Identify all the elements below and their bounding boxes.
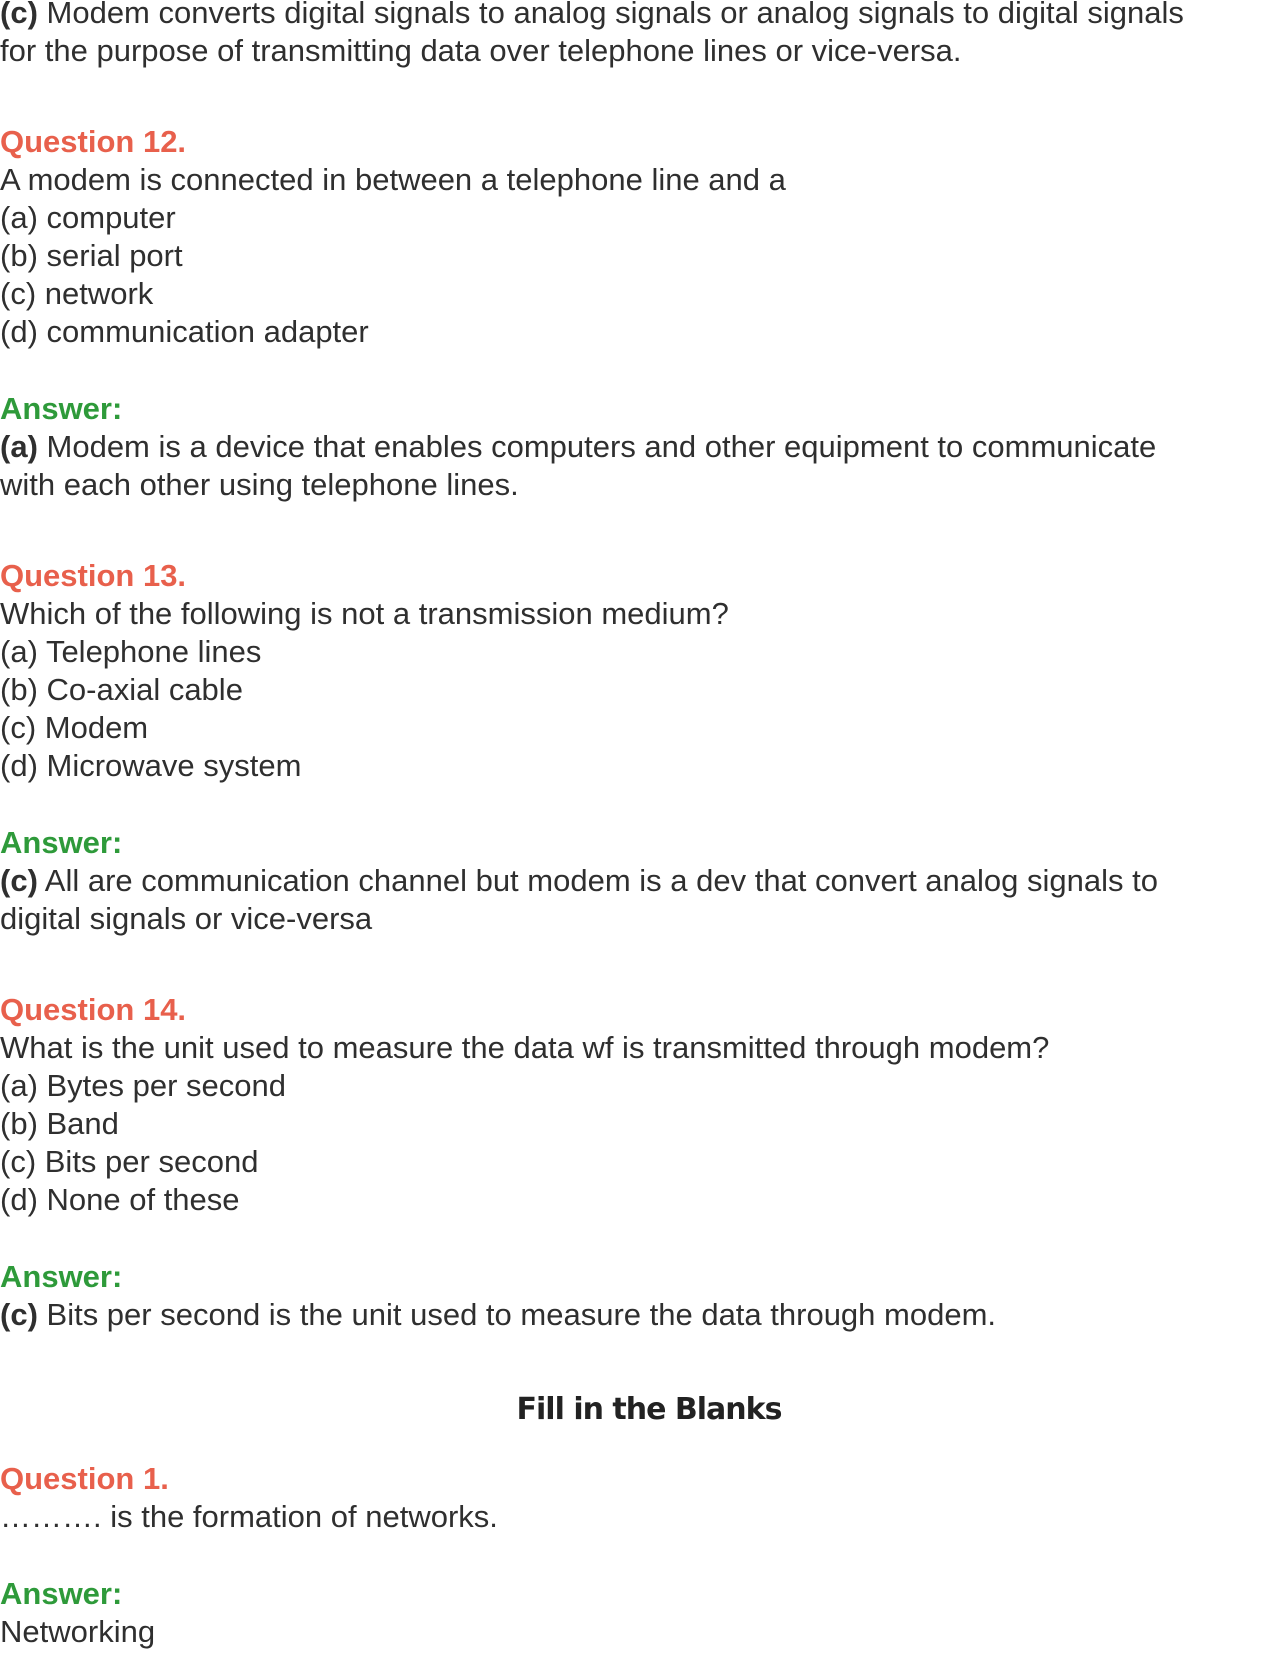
answer-line (0, 862, 1270, 900)
answer-line (0, 1296, 1270, 1334)
answer-option-label: (c) (0, 1297, 38, 1332)
option: (a) Telephone lines (0, 634, 262, 669)
answer-option-label: (c) (0, 863, 38, 898)
answer-text: Modem is a device that enables computers and other equipment to communicate (46, 429, 1157, 464)
answer-line: with each other using telephone lines. (0, 467, 519, 502)
answer-title: Answer: (0, 391, 123, 426)
answer-text: Networking (0, 1614, 156, 1649)
option: (b) Band (0, 1106, 119, 1141)
option: (d) Microwave system (0, 748, 302, 783)
question-text: What is the unit used to measure the data wf is transmitted through modem? (0, 1030, 1050, 1065)
option: (d) None of these (0, 1182, 240, 1217)
prev-answer-line-1 (0, 0, 1270, 32)
question-title: Question 12. (0, 124, 187, 159)
question-text: ………. is the formation of networks. (0, 1499, 498, 1534)
question-text: A modem is connected in between a telephone line and a (0, 162, 786, 197)
option: (c) Bits per second (0, 1144, 259, 1179)
option: (c) network (0, 276, 154, 311)
answer-option-label: (a) (0, 429, 38, 464)
option: (b) Co-axial cable (0, 672, 243, 707)
option: (a) computer (0, 200, 176, 235)
answer-text: Modem converts digital signals to analog signals or analog signals to digital signals (46, 0, 1184, 30)
question-text: Which of the following is not a transmission medium? (0, 596, 729, 631)
prev-answer-line-2: for the purpose of transmitting data over telephone lines or vice-versa. (0, 33, 962, 68)
answer-line (0, 428, 1270, 466)
answer-title: Answer: (0, 1576, 123, 1611)
option: (c) Modem (0, 710, 149, 745)
question-title: Question 1. (0, 1461, 169, 1496)
option: (a) Bytes per second (0, 1068, 287, 1103)
option: (b) serial port (0, 238, 183, 273)
answer-text: Bits per second is the unit used to measure the data through modem. (46, 1297, 997, 1332)
answer-option-label: (c) (0, 0, 38, 30)
answer-title: Answer: (0, 825, 123, 860)
question-title: Question 14. (0, 992, 187, 1027)
answer-text: All are communication channel but modem is a dev that convert analog signals to (44, 863, 1158, 898)
answer-line: digital signals or vice-versa (0, 901, 373, 936)
section-heading: Fill in the Blanks (516, 1392, 782, 1427)
option: (d) communication adapter (0, 314, 369, 349)
question-title: Question 13. (0, 558, 187, 593)
answer-title: Answer: (0, 1259, 123, 1294)
